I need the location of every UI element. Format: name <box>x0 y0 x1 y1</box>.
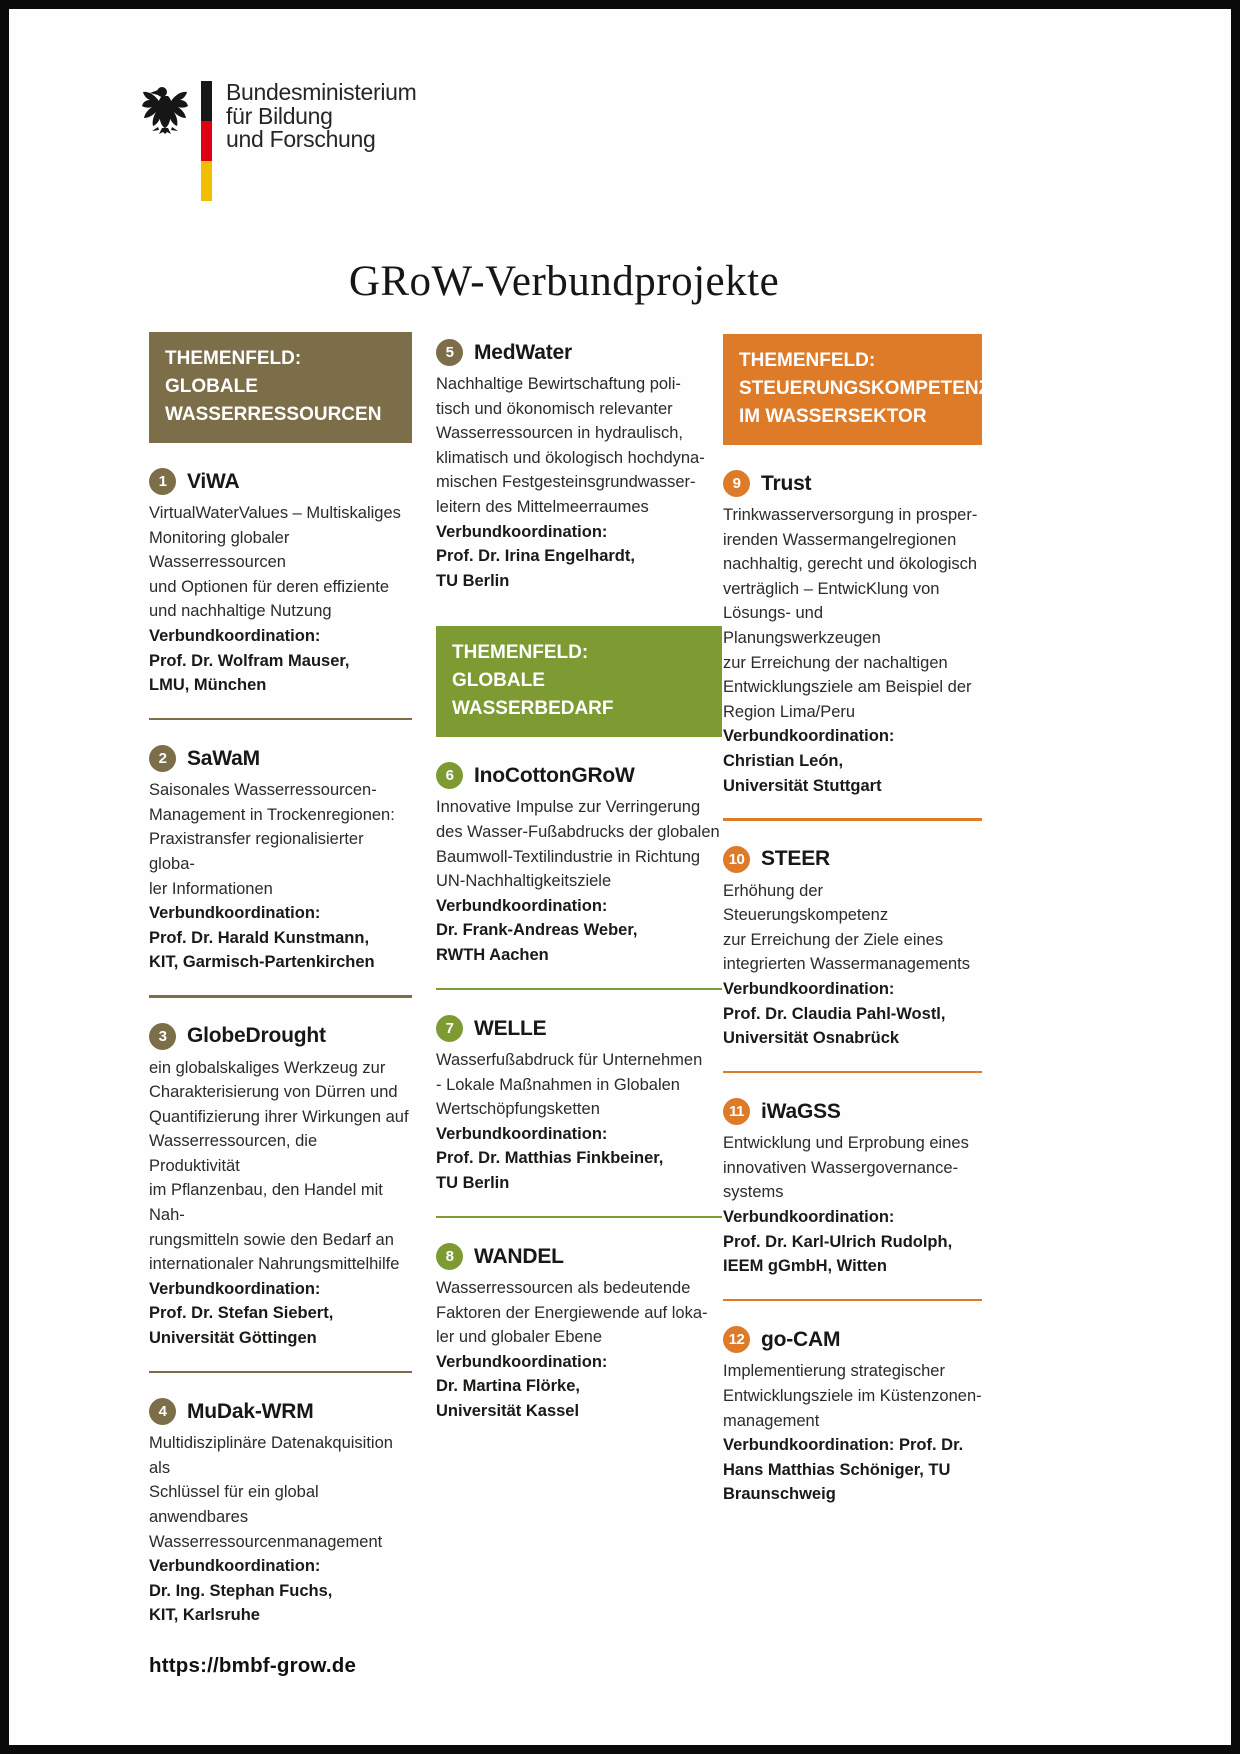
project-coordination: Verbundkoordination: Prof. Dr. Irina Engelhardt, TU Berlin <box>436 522 635 590</box>
project-header <box>436 1243 722 1270</box>
project-number-badge: 7 <box>436 1015 463 1042</box>
project-number-badge: 6 <box>436 762 463 789</box>
federal-eagle-icon <box>142 84 188 134</box>
project-name: go-CAM <box>761 1327 841 1351</box>
project-header <box>436 762 722 789</box>
project-name: iWaGSS <box>761 1099 841 1123</box>
project-viwa <box>149 468 412 698</box>
logo-text: Bundesministerium für Bildung und Forschung <box>226 79 417 152</box>
section-divider <box>723 1299 982 1302</box>
project-header <box>436 1015 722 1042</box>
project-description: Implementierung strategischer Entwicklungsziele im Küstenzonen- management <box>723 1362 982 1430</box>
project-medwater <box>436 339 722 593</box>
project-number-badge: 5 <box>436 339 463 366</box>
column-steuerungskompetenz <box>723 334 991 1507</box>
project-steer <box>723 846 982 1051</box>
project-coordination: Verbundkoordination: Prof. Dr. Stefan Siebert, Universität Göttingen <box>149 1279 334 1348</box>
project-number-badge: 1 <box>149 468 176 495</box>
project-coordination: Verbundkoordination: Prof. Dr. Matthias Finkbeiner, TU Berlin <box>436 1124 664 1192</box>
project-name: STEER <box>761 847 831 871</box>
project-name: InoCottonGRoW <box>474 763 635 787</box>
theme-header-steuerungskompetenz: THEMENFELD: STEUERUNGSKOMPETENZ IM WASSERSEKTOR <box>723 334 982 445</box>
project-description: ein globalskaliges Werkzeug zur Charakterisierung von Dürren und Quantifizierung ihrer Wirkungen auf Wasserressourcen, die Produktivität im Pflanzenbau, den Handel mit Nah- rungsmitteln sowie den Bedarf an internationaler Nahrungsmittelhilfe <box>149 1058 409 1274</box>
page-title: GRoW-Verbundprojekte <box>348 258 780 305</box>
project-header <box>149 1023 412 1050</box>
project-coordination: Verbundkoordination: Prof. Dr. Karl-Ulrich Rudolph, IEEM gGmbH, Witten <box>723 1208 953 1276</box>
project-coordination: Verbundkoordination: Prof. Dr. Hans Matthias Schöniger, TU Braunschweig <box>723 1436 964 1504</box>
project-coordination: Verbundkoordination: Dr. Ing. Stephan Fuchs, KIT, Karlsruhe <box>149 1557 333 1625</box>
project-description: Multidisziplinäre Datenakquisition als Schlüssel für ein global anwendbares Wasserressourcenmanagement <box>149 1434 393 1551</box>
project-name: GlobeDrought <box>187 1024 326 1047</box>
flag-black <box>201 81 212 121</box>
project-name: SaWaM <box>187 746 260 770</box>
flag-stripe-icon <box>201 81 212 201</box>
project-number-badge: 12 <box>723 1326 750 1353</box>
project-description: Erhöhung der Steuerungskompetenz zur Erreichung der Ziele eines integrierten Wassermanagements <box>723 881 971 974</box>
project-name: ViWA <box>187 469 240 493</box>
section-divider <box>723 1071 982 1074</box>
section-divider <box>723 818 982 821</box>
flag-red <box>201 121 212 161</box>
section-divider <box>436 1216 722 1219</box>
project-header <box>149 1398 412 1425</box>
project-number-badge: 8 <box>436 1243 463 1270</box>
section-divider <box>149 718 412 721</box>
project-number-badge: 9 <box>723 470 750 497</box>
project-description: Innovative Impulse zur Verringerung des Wasser-Fußabdrucks der globalen Baumwoll-Textilindustrie in Richtung UN-Nachhaltigkeitsziele <box>436 798 720 891</box>
project-description: Nachhaltige Bewirtschaftung poli- tisch und ökonomisch relevanter Wasserressourcen in hydraulisch, klimatisch und ökologisch hochdyna- mischen Festgesteinsgrundwasser- leitern des Mittelmeerraumes <box>436 375 705 516</box>
project-description: Wasserfußabdruck für Unternehmen - Lokale Maßnahmen in Globalen Wertschöpfungsketten <box>436 1051 703 1119</box>
project-coordination: Verbundkoordination: Prof. Dr. Harald Kunstmann, KIT, Garmisch-Partenkirchen <box>149 904 375 972</box>
project-header <box>723 1326 982 1353</box>
bmbf-logo <box>142 81 416 201</box>
section-divider <box>149 995 412 998</box>
section-divider <box>149 1371 412 1374</box>
project-number-badge: 10 <box>723 846 750 873</box>
project-number-badge: 4 <box>149 1398 176 1425</box>
project-wandel <box>436 1243 722 1424</box>
project-description: Trinkwasserversorgung in prosper- irenden Wassermangelregionen nachhaltig, gerecht und ökologisch verträglich – EntwicKlung von Lösungs- und Planungswerkzeugen zur Erreichung der nachaltigen Entwicklungsziele am Beispiel der Region Lima/Peru <box>723 506 978 721</box>
theme-header-globale-wasserbedarf: THEMENFELD: GLOBALE WASSERBEDARF <box>436 626 722 737</box>
project-header <box>723 470 982 497</box>
project-name: WANDEL <box>474 1244 564 1268</box>
project-coordination: Verbundkoordination: Christian León, Universität Stuttgart <box>723 727 895 795</box>
grow-website-link[interactable]: https://bmbf-grow.de <box>149 1653 357 1677</box>
project-header <box>723 846 982 873</box>
project-coordination: Verbundkoordination: Prof. Dr. Claudia Pahl-Wostl, Universität Osnabrück <box>723 980 946 1048</box>
project-number-badge: 2 <box>149 745 176 772</box>
project-number-badge: 3 <box>149 1023 176 1050</box>
project-description: VirtualWaterValues – Multiskaliges Monitoring globaler Wasserressourcen und Optionen für deren effiziente und nachhaltige Nutzung <box>149 504 401 621</box>
project-description: Wasserressourcen als bedeutende Faktoren der Energiewende auf loka- ler und globaler Ebene <box>436 1279 708 1347</box>
project-coordination: Verbundkoordination: Dr. Frank-Andreas Weber, RWTH Aachen <box>436 896 638 964</box>
project-welle <box>436 1015 722 1196</box>
project-header <box>149 468 412 495</box>
section-divider <box>436 988 722 991</box>
project-header <box>436 339 722 366</box>
project-coordination: Verbundkoordination: Prof. Dr. Wolfram Mauser, LMU, München <box>149 626 350 695</box>
column-globale-wasserbedarf <box>436 339 722 1424</box>
project-name: MuDak-WRM <box>187 1399 314 1423</box>
project-trust <box>723 470 982 798</box>
project-number-badge: 11 <box>723 1098 750 1125</box>
project-iwagss <box>723 1098 982 1279</box>
project-mudak-wrm <box>149 1398 412 1628</box>
column-globale-wasserressourcen <box>149 332 412 1678</box>
project-inocottongrow <box>436 762 722 967</box>
project-name: MedWater <box>474 340 572 364</box>
project-globedrought <box>149 1023 412 1351</box>
project-name: Trust <box>761 471 812 495</box>
project-header <box>149 745 412 772</box>
project-description: Entwicklung und Erprobung eines innovativen Wassergovernance- systems <box>723 1134 969 1202</box>
project-go-cam <box>723 1326 982 1507</box>
flag-gold <box>201 161 212 201</box>
project-sawam <box>149 745 412 975</box>
theme-header-globale-wasserressourcen: THEMENFELD: GLOBALE WASSERRESSOURCEN <box>149 332 412 443</box>
project-description: Saisonales Wasserressourcen- Management in Trockenregionen: Praxistransfer regionalisierter globa- ler Informationen <box>149 781 395 898</box>
project-name: WELLE <box>474 1016 547 1040</box>
project-coordination: Verbundkoordination: Dr. Martina Flörke, Universität Kassel <box>436 1352 608 1421</box>
project-header <box>723 1098 982 1125</box>
